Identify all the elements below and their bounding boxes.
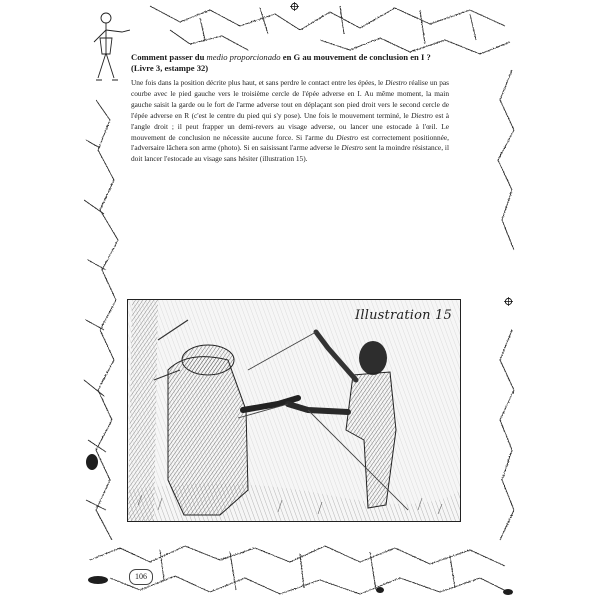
text-run: sent la moindre résistance, il doit lancer l'estocade au visage sans hésiter (illustration 15). xyxy=(131,143,449,164)
registration-mark-icon xyxy=(504,297,513,306)
paragraph-text xyxy=(131,78,449,165)
illustration-label: Illustration 15 xyxy=(355,308,452,323)
engraved-figure-icon xyxy=(86,8,130,90)
italic-term: Diestro xyxy=(341,143,364,153)
section-heading xyxy=(131,52,511,74)
text-run: est correctement positionnée, l'adversaire lâchera son arme (photo). Si en saisissant l'arme adverse le xyxy=(131,132,450,153)
registration-mark-icon xyxy=(290,2,299,11)
heading-text-start: Comment passer du xyxy=(131,52,207,62)
italic-term: Diestro xyxy=(385,78,407,87)
heading-reference: (Livre 3, estampe 32) xyxy=(131,63,209,73)
illustration-photo xyxy=(127,299,461,522)
text-run: est à l'angle droit ; il peut frapper un demi-revers au visage adverse, ou lancer une estocade à l'œil. Le mouvement de conclusion ne nécessite aucune force. Si l'arme du xyxy=(131,110,450,142)
italic-term: Diestro xyxy=(411,110,433,120)
heading-italic-term: medio proporcionado xyxy=(206,52,281,62)
text-run: réalise un pas courbe avec le pied gauche vers le troisième cercle de l'épée adverse en I. Au même moment, la main gauche saisit la garde ou le fort de l'arme adverse tout en déplaçant son pied droit vers le second cercle de l'épée adverse en R (c'est le centre du pied qui s'y pose). Une fois le mouvement terminé, le xyxy=(131,78,449,120)
body-paragraph xyxy=(131,78,449,165)
page-number: 106 xyxy=(129,569,153,585)
heading-text-end: en G au mouvement de conclusion en I ? xyxy=(280,52,431,62)
text-run: Une fois dans la position décrite plus haut, et sans perdre le contact entre les épées, le xyxy=(131,78,386,87)
fencing-photo-image xyxy=(128,300,460,521)
italic-term: Diestro xyxy=(336,132,359,142)
